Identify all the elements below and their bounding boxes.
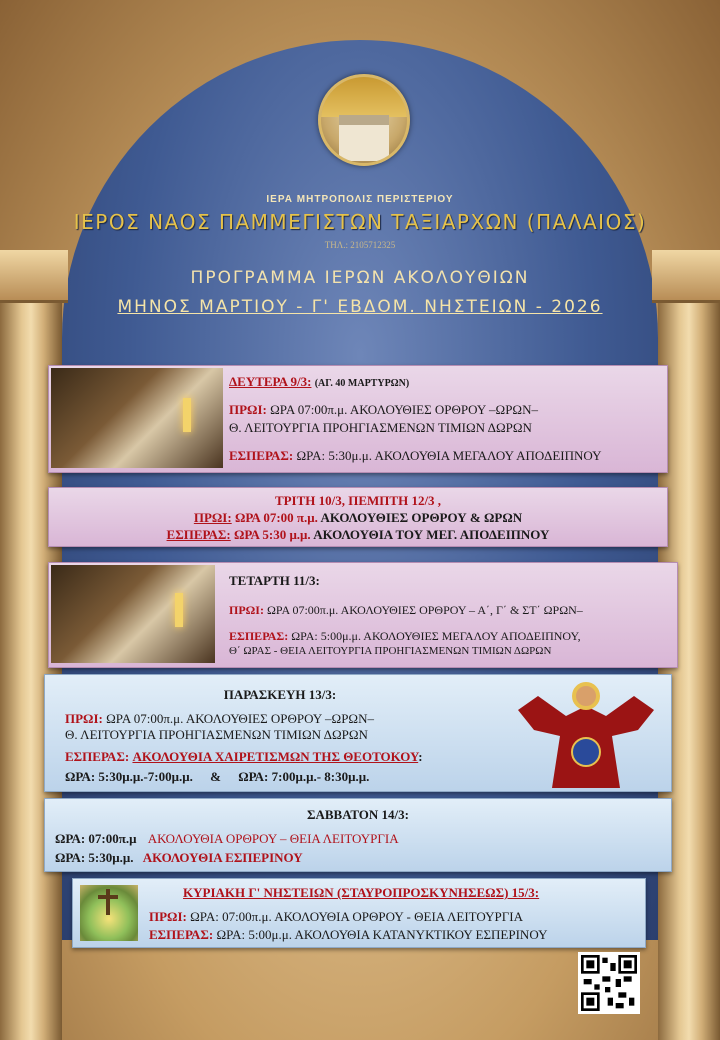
church-building-icon xyxy=(339,115,389,161)
tue-thu-evening-time: ΩΡΑ 5:30 μ.μ. xyxy=(234,527,311,542)
sunday-morning-label: ΠΡΩΙ: xyxy=(149,909,187,924)
month-subtitle: ΜΗΝΟΣ ΜΑΡΤΙΟΥ - Γ' ΕΒΔΟΜ. ΝΗΣΤΕΙΩΝ - 2026 xyxy=(117,297,603,317)
program-title: ΠΡΟΓΡΑΜΜΑ ΙΕΡΩΝ ΑΚΟΛΟΥΘΙΩΝ xyxy=(190,268,530,288)
monday-day: ΔΕΥΤΕΡΑ 9/3: xyxy=(229,374,312,389)
wednesday-evening-1: ΩΡΑ: 5:00μ.μ. ΑΚΟΛΟΥΘΙΕΣ ΜΕΓΑΛΟΥ ΑΠΟΔΕΙΠΝΟΥ, xyxy=(291,629,581,643)
saturday-day: ΣΑΒΒΑΤΟΝ 14/3: xyxy=(307,807,409,822)
monday-morning-1: ΩΡΑ 07:00π.μ. ΑΚΟΛΟΥΘΙΕΣ ΟΡΘΡΟΥ –ΩΡΩΝ– xyxy=(270,402,538,417)
tue-thu-evening-label: ΕΣΠΕΡΑΣ: xyxy=(166,527,231,542)
wednesday-morning: ΩΡΑ 07:00π.μ. ΑΚΟΛΟΥΘΙΕΣ ΟΡΘΡΟΥ – Α΄, Γ΄ & ΣΤ΄ ΩΡΩΝ– xyxy=(266,603,583,617)
friday-morning-1: ΩΡΑ 07:00π.μ. ΑΚΟΛΟΥΘΙΕΣ ΟΡΘΡΟΥ –ΩΡΩΝ– xyxy=(106,711,374,726)
tue-thu-days: ΤΡΙΤΗ 10/3, ΠΕΜΠΤΗ 12/3 , xyxy=(274,493,442,508)
tue-thu-morning-label: ΠΡΩΙ: xyxy=(193,510,232,525)
sunday-morning: ΩΡΑ: 07:00π.μ. ΑΚΟΛΟΥΘΙΑ ΟΡΘΡΟΥ - ΘΕΙΑ ΛΕΙΤΟΥΡΓΙΑ xyxy=(190,909,523,924)
monday-evening-label: ΕΣΠΕΡΑΣ: xyxy=(229,448,294,463)
monday-feast: (ΑΓ. 40 ΜΑΡΤΥΡΩΝ) xyxy=(314,378,410,389)
qr-code[interactable] xyxy=(578,952,640,1014)
tue-thu-panel xyxy=(48,487,668,547)
wednesday-morning-label: ΠΡΩΙ: xyxy=(229,603,264,617)
friday-times-1: ΩΡΑ: 5:30μ.μ.-7:00μ.μ. xyxy=(65,769,193,784)
sunday-panel xyxy=(72,878,646,948)
saturday-time-1: ΩΡΑ: 07:00π.μ xyxy=(55,831,137,846)
church-medallion xyxy=(318,74,410,166)
sunday-evening: ΩΡΑ: 5:00μ.μ. ΑΚΟΛΟΥΘΙΑ ΚΑΤΑΝΥΚΤΙΚΟΥ ΕΣΠΕΡΙΝΟΥ xyxy=(216,927,548,942)
friday-amp: & xyxy=(210,769,221,784)
cross-with-flowers-icon xyxy=(80,885,138,941)
epitaphios-photo-2 xyxy=(51,565,215,663)
candle-icon xyxy=(183,398,191,432)
monday-panel xyxy=(48,365,668,473)
friday-panel: ΠΑΡΑΣΚΕΥΗ 13/3: ΠΡΩΙ: ΩΡΑ 07:00π.μ. ΑΚΟΛΟΥΘΙΕΣ ΟΡΘΡΟΥ –ΩΡΩΝ– Θ. ΛΕΙΤΟΥΡΓΙΑ ΠΡΟΗΓΙΑΣΜΕΝΩΝ ΤΙΜΙΩΝ ΔΩΡΩΝ ΕΣΠΕΡΑΣ: ΑΚΟΛΟΥΘΙΑ ΧΑΙΡΕΤΙΣΜΩΝ ΤΗΣ ΘΕΟΤΟΚΟΥ: ΩΡΑ: 5:30μ.μ.-7:00μ.μ. & ΩΡΑ: 7:00μ.μ.- 8:30μ.μ. xyxy=(44,674,672,792)
friday-times-2: ΩΡΑ: 7:00μ.μ.- 8:30μ.μ. xyxy=(238,769,370,784)
sunday-day: ΚΥΡΙΑΚΗ Γ' ΝΗΣΤΕΙΩΝ (ΣΤΑΥΡΟΠΡΟΣΚΥΝΗΣΕΩΣ) 15/3: xyxy=(183,885,540,900)
friday-morning-label: ΠΡΩΙ: xyxy=(65,711,103,726)
monday-evening: ΩΡΑ: 5:30μ.μ. ΑΚΟΛΟΥΘΙΑ ΜΕΓΑΛΟΥ ΑΠΟΔΕΙΠΝΟΥ xyxy=(296,448,602,463)
theotokos-icon xyxy=(508,676,664,788)
wednesday-panel xyxy=(48,562,678,668)
saturday-panel xyxy=(44,798,672,872)
tue-thu-morning-time: ΩΡΑ 07:00 π.μ. xyxy=(234,510,318,525)
friday-evening-title: ΑΚΟΛΟΥΘΙΑ ΧΑΙΡΕΤΙΣΜΩΝ ΤΗΣ ΘΕΟΤΟΚΟΥ xyxy=(132,749,419,764)
sunday-evening-label: ΕΣΠΕΡΑΣ: xyxy=(149,927,214,942)
icon-archangels xyxy=(321,77,407,117)
saturday-service-2: ΑΚΟΛΟΥΘΙΑ ΕΣΠΕΡΙΝΟΥ xyxy=(142,850,303,865)
candle-icon xyxy=(175,593,183,627)
epitaphios-photo xyxy=(51,368,223,468)
wednesday-evening-label: ΕΣΠΕΡΑΣ: xyxy=(229,629,289,643)
tue-thu-morning: ΑΚΟΛΟΥΘΙΕΣ ΟΡΘΡΟΥ & ΩΡΩΝ xyxy=(320,510,523,525)
phone-number: ΤΗΛ.: 2105712325 xyxy=(324,240,396,250)
metropolis-title: ΙΕΡΑ ΜΗΤΡΟΠΟΛΙΣ ΠΕΡΙΣΤΕΡΙΟΥ xyxy=(266,194,454,205)
temple-title: ΙΕΡΟΣ ΝΑΟΣ ΠΑΜΜΕΓΙΣΤΩΝ ΤΑΞΙΑΡΧΩΝ (ΠΑΛΑΙΟΣ) xyxy=(73,210,647,234)
monday-morning-2: Θ. ΛΕΙΤΟΥΡΓΙΑ ΠΡΟΗΓΙΑΣΜΕΝΩΝ ΤΙΜΙΩΝ ΔΩΡΩΝ xyxy=(229,420,532,435)
friday-day: ΠΑΡΑΣΚΕΥΗ 13/3: xyxy=(223,687,337,702)
saturday-service-1: ΑΚΟΛΟΥΘΙΑ ΟΡΘΡΟΥ – ΘΕΙΑ ΛΕΙΤΟΥΡΓΙΑ xyxy=(147,831,399,846)
friday-evening-label: ΕΣΠΕΡΑΣ: xyxy=(65,749,130,764)
qr-code-icon xyxy=(581,955,637,1011)
friday-morning-2: Θ. ΛΕΙΤΟΥΡΓΙΑ ΠΡΟΗΓΙΑΣΜΕΝΩΝ ΤΙΜΙΩΝ ΔΩΡΩΝ xyxy=(65,727,368,742)
wednesday-day: ΤΕΤΑΡΤΗ 11/3: xyxy=(229,573,320,588)
saturday-time-2: ΩΡΑ: 5:30μ.μ. xyxy=(55,850,134,865)
wednesday-evening-2: Θ΄ ΩΡΑΣ - ΘΕΙΑ ΛΕΙΤΟΥΡΓΙΑ ΠΡΟΗΓΙΑΣΜΕΝΩΝ ΤΙΜΙΩΝ ΔΩΡΩΝ xyxy=(229,645,552,657)
tue-thu-evening: ΑΚΟΛΟΥΘΙΑ ΤΟΥ ΜΕΓ. ΑΠΟΔΕΙΠΝΟΥ xyxy=(313,527,550,542)
monday-morning-label: ΠΡΩΙ: xyxy=(229,402,267,417)
